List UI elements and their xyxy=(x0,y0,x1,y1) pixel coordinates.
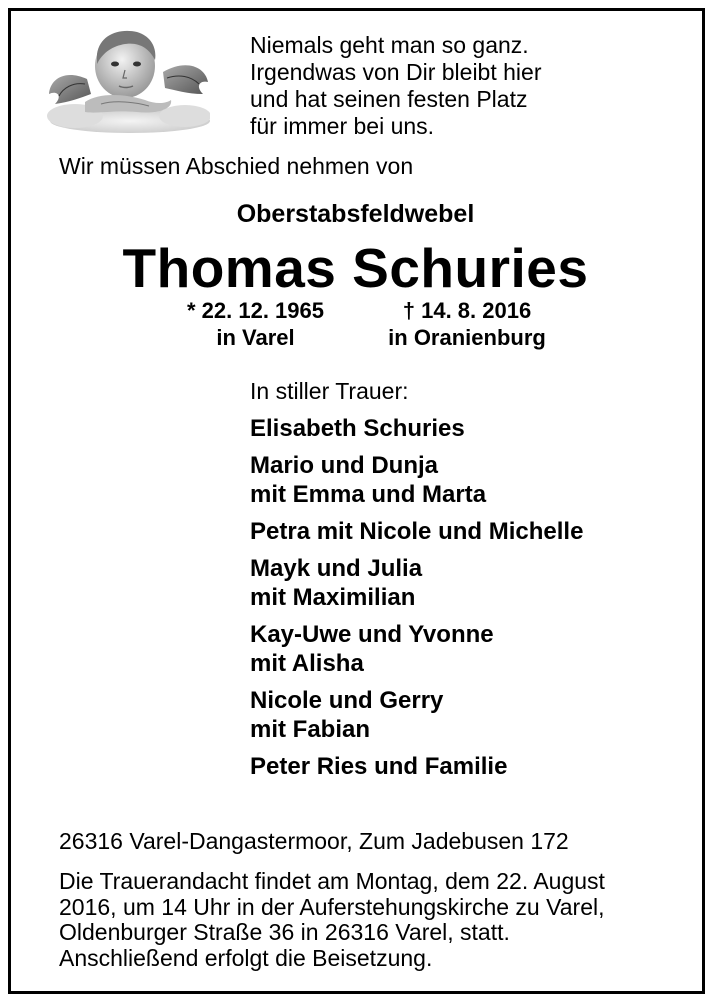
birth-date: * 22. 12. 1965 xyxy=(186,298,324,323)
mourner-group xyxy=(250,554,583,612)
mourner-group xyxy=(250,517,583,546)
poem-line: Niemals geht man so ganz. xyxy=(250,32,529,58)
birth-place: in Varel xyxy=(216,325,295,350)
mourner-line: Kay-Uwe und Yvonne xyxy=(250,621,494,648)
mourner-group xyxy=(250,752,583,781)
mourner-line: Nicole und Gerry xyxy=(250,687,444,714)
mourner-group xyxy=(250,414,583,443)
mourner-line: Mario und Dunja xyxy=(250,452,438,479)
mourner-line: mit Alisha xyxy=(250,650,364,677)
intro-text: Wir müssen Abschied nehmen von xyxy=(59,153,414,179)
mourner-line: Elisabeth Schuries xyxy=(250,415,465,442)
poem-line: und hat seinen festen Platz xyxy=(250,86,528,112)
address: 26316 Varel-Dangastermoor, Zum Jadebusen 172 xyxy=(59,828,569,854)
deceased-name: Thomas Schuries xyxy=(122,237,589,299)
death-info xyxy=(378,297,556,351)
mourner-group xyxy=(250,620,583,678)
death-place: in Oranienburg xyxy=(388,325,546,350)
mourner-line: mit Emma und Marta xyxy=(250,481,487,508)
mourner-line: Petra mit Nicole und Michelle xyxy=(250,518,584,545)
poem-line: Irgendwas von Dir bleibt hier xyxy=(250,59,542,85)
service-line: Oldenburger Straße 36 in 26316 Varel, statt. xyxy=(59,919,510,945)
mourner-line: mit Maximilian xyxy=(250,584,416,611)
poem xyxy=(250,32,541,140)
birth-info xyxy=(168,297,343,351)
mourning-heading: In stiller Trauer: xyxy=(250,378,409,404)
mourners-list xyxy=(250,414,583,789)
death-date: † 14. 8. 2016 xyxy=(402,298,532,323)
mourner-line: mit Fabian xyxy=(250,716,371,743)
mourner-group xyxy=(250,451,583,509)
service-line: Die Trauerandacht findet am Montag, dem 22. August xyxy=(59,868,605,894)
poem-line: für immer bei uns. xyxy=(250,113,435,139)
service-line: 2016, um 14 Uhr in der Auferstehungskirche zu Varel, xyxy=(59,893,605,920)
service-line: Anschließend erfolgt die Beisetzung. xyxy=(59,944,433,971)
mourner-group xyxy=(250,686,583,744)
mourner-line: Peter Ries und Familie xyxy=(250,753,508,780)
service-info xyxy=(59,869,605,971)
mourner-line: Mayk und Julia xyxy=(250,555,423,582)
cherub-angel-icon xyxy=(45,24,210,134)
deceased-rank: Oberstabsfeldwebel xyxy=(236,200,475,228)
